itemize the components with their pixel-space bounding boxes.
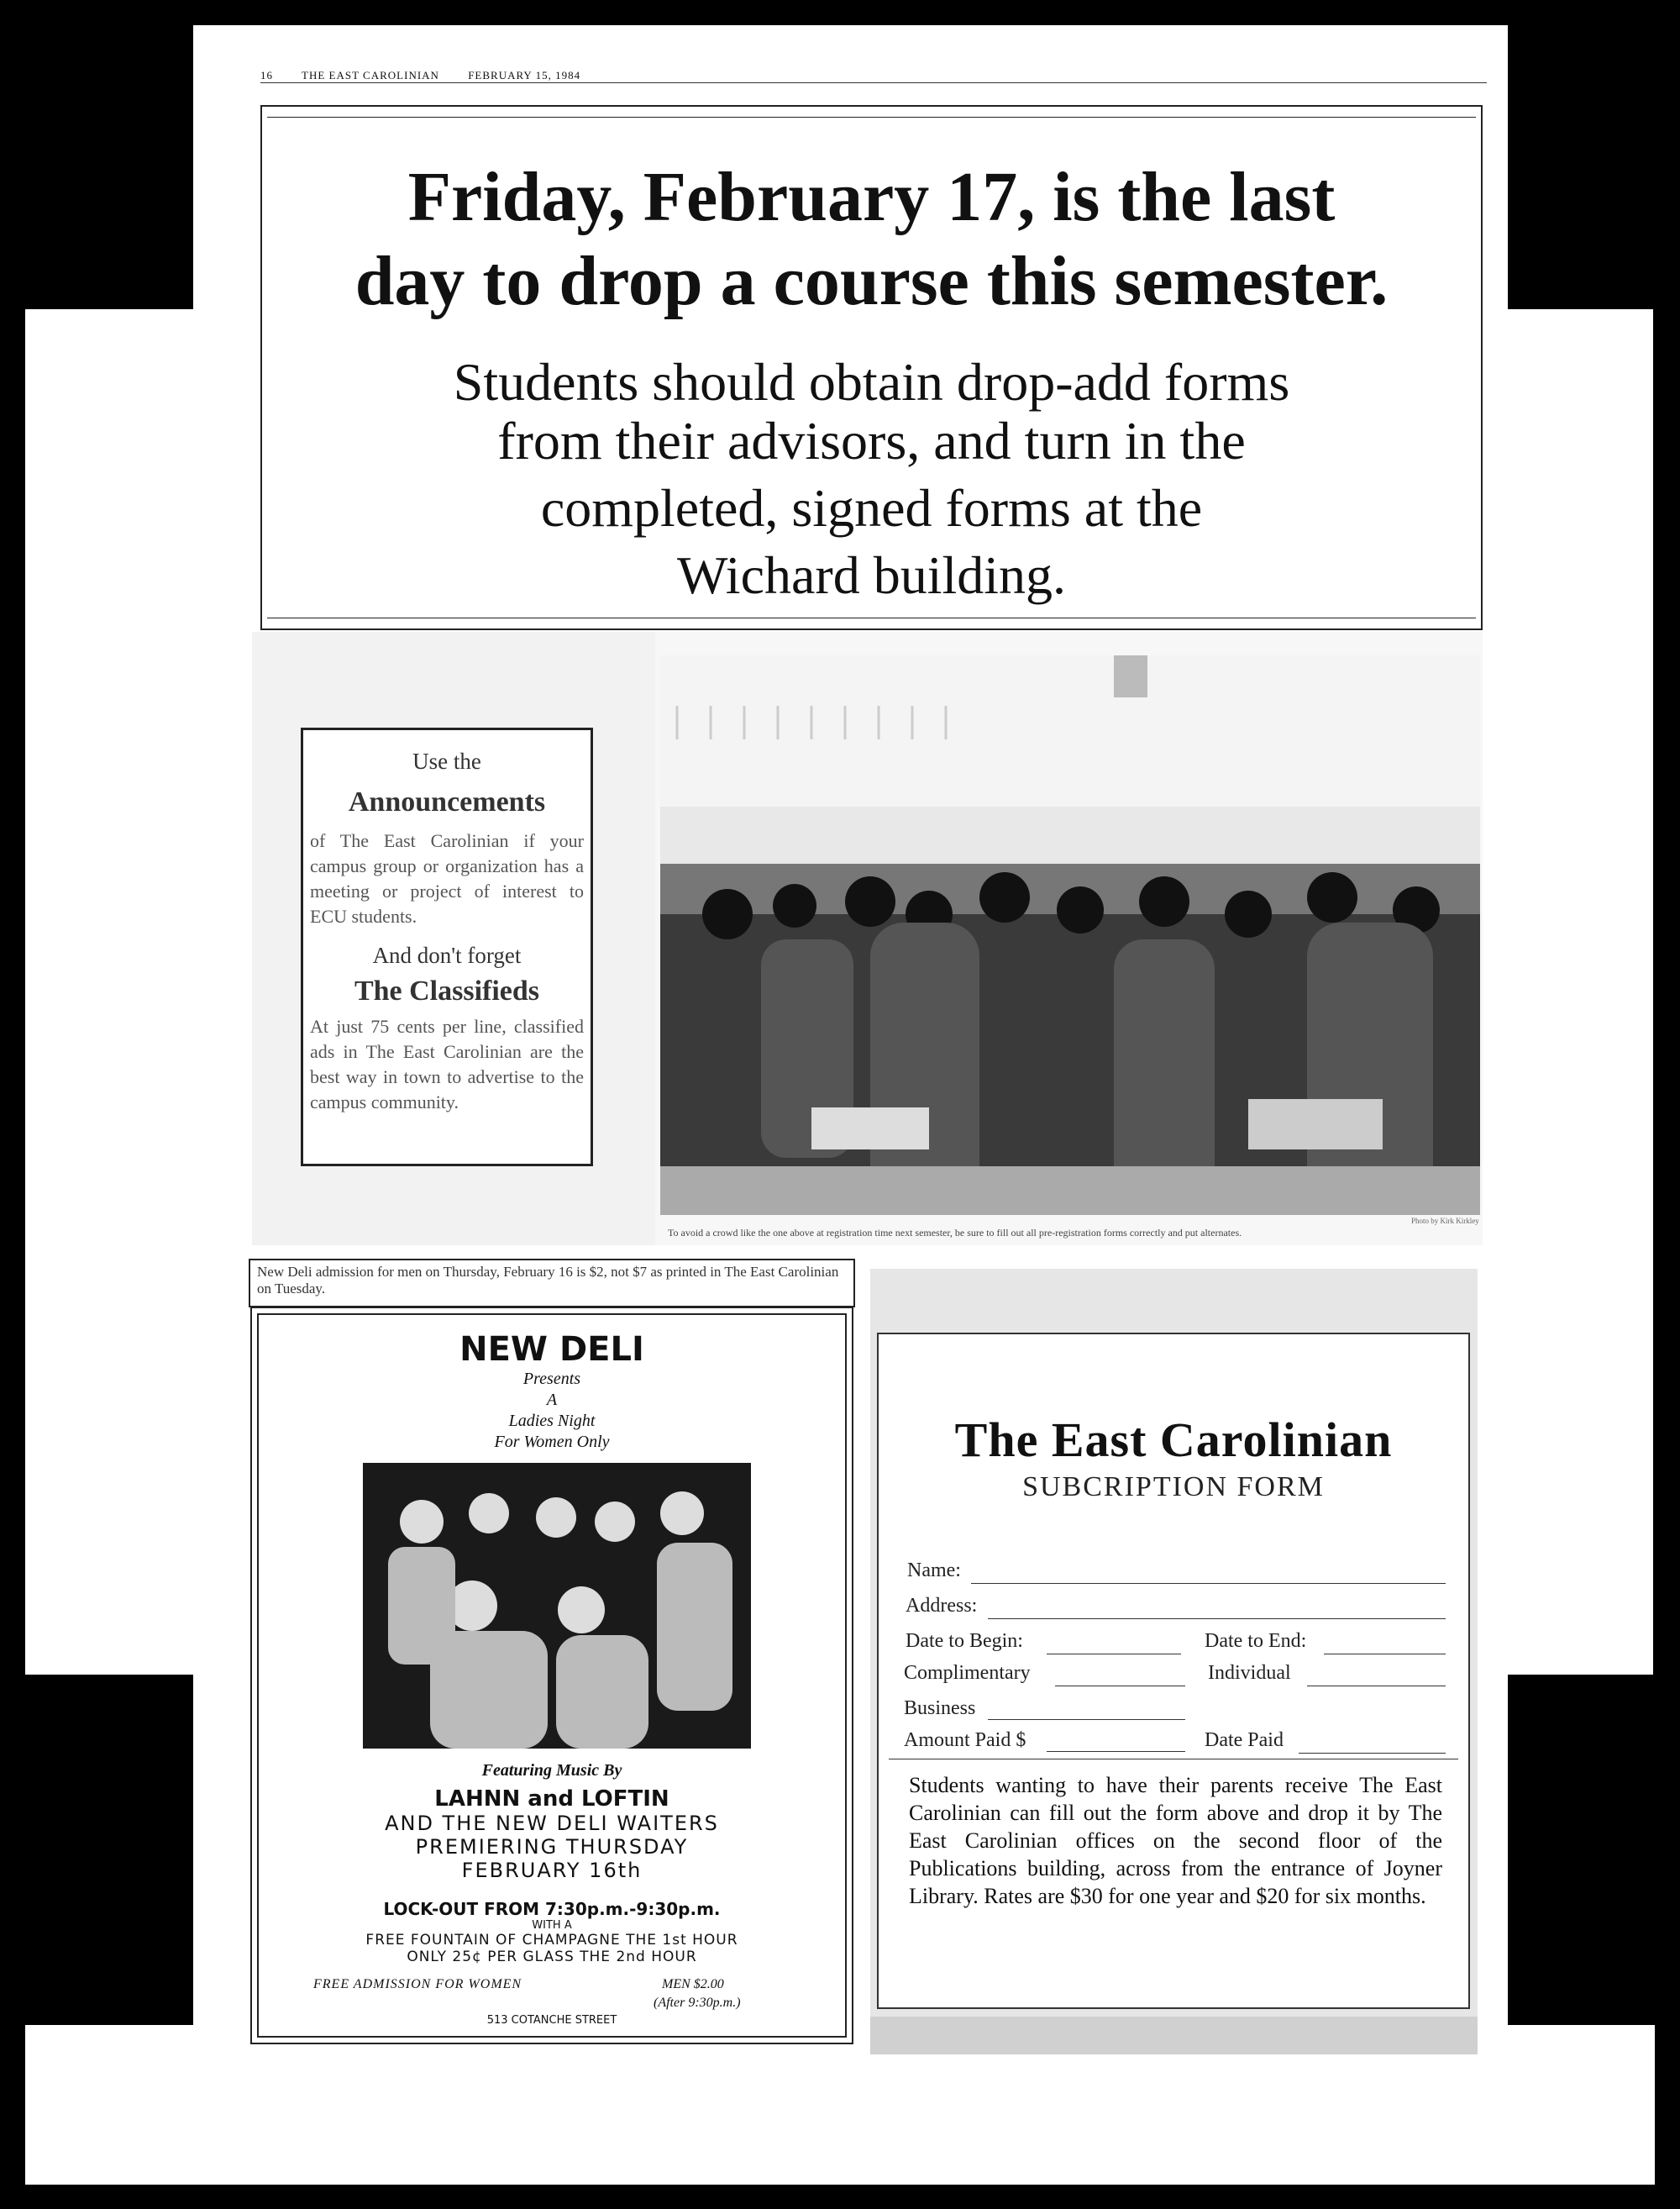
subtext-line-2: from their advisors, and turn in the (497, 411, 1246, 471)
individual-label: Individual (1208, 1662, 1291, 1684)
photo-caption: To avoid a crowd like the one above at registration time next semester, be sure to fill out all pre-registration forms correctly and put alternates. (668, 1227, 1242, 1239)
business-field[interactable] (988, 1719, 1185, 1720)
correction-notice: New Deli admission for men on Thursday, February 16 is $2, not $7 as printed in The East Carolinian on Tuesday. (249, 1259, 855, 1307)
deli-glass: ONLY 25¢ PER GLASS THE 2nd HOUR (407, 1949, 697, 1965)
photo-credit: Photo by Kirk Kirkley (1411, 1217, 1479, 1225)
page-number: 16 (260, 69, 273, 82)
begin-date-label: Date to Begin: (906, 1630, 1023, 1652)
subscription-form (877, 1333, 1470, 2009)
deli-men-price: MEN $2.00 (662, 1977, 724, 1991)
masthead-rule (260, 82, 1487, 83)
date-paid-field[interactable] (1299, 1753, 1446, 1754)
headline-line-1: Friday, February 17, is the last (407, 158, 1336, 236)
deli-after-time: (After 9:30p.m.) (654, 1996, 741, 2010)
deli-ladies-night: Ladies Night (508, 1412, 596, 1430)
scan-margin-left (25, 309, 202, 1675)
drop-deadline-notice (260, 105, 1483, 630)
address-field[interactable] (988, 1618, 1446, 1619)
gym-ceiling-graphic (660, 655, 1480, 864)
complimentary-label: Complimentary (904, 1662, 1031, 1684)
deli-women-only: For Women Only (494, 1433, 610, 1451)
address-label: Address: (906, 1595, 978, 1617)
deli-title: NEW DELI (459, 1330, 644, 1369)
deli-fountain: FREE FOUNTAIN OF CHAMPAGNE THE 1st HOUR (365, 1932, 738, 1949)
scan-margin-right (1495, 309, 1653, 1675)
subscription-bottom-shade (870, 2017, 1478, 2054)
announcements-ad (301, 728, 593, 1166)
form-title: SUBCRIPTION FORM (1022, 1471, 1325, 1502)
headline-line-2: day to drop a course this semester. (354, 242, 1389, 320)
deli-featuring: Featuring Music By (481, 1761, 622, 1780)
deli-lockout: LOCK-OUT FROM 7:30p.m.-9:30p.m. (383, 1899, 721, 1919)
masthead (260, 69, 606, 82)
date-paid-label: Date Paid (1205, 1729, 1284, 1751)
deli-a: A (546, 1391, 558, 1409)
deli-date: FEBRUARY 16th (461, 1859, 643, 1882)
subtext-line-4: Wichard building. (676, 545, 1067, 605)
name-field[interactable] (971, 1583, 1446, 1584)
paper-nameplate: The East Carolinian (954, 1412, 1393, 1467)
amount-paid-label: Amount Paid $ (904, 1729, 1026, 1751)
subscription-instructions: Students wanting to have their parents receive The East Carolinian can fill out the form above and drop it by The East Carolinian offices on the second floor of the Publications building, across from the entrance of Joyner Library. Rates are $30 for one year and $20 for six months. (909, 1773, 1442, 1908)
deli-free-women: FREE ADMISSION FOR WOMEN (313, 1977, 522, 1991)
announcements-intro: Use the (412, 749, 481, 774)
classifieds-reminder: And don't forget (372, 943, 522, 968)
deli-presents: Presents (522, 1370, 581, 1388)
crowd-graphic (660, 864, 1480, 1215)
business-label: Business (904, 1697, 976, 1719)
deli-waiters: AND THE NEW DELI WAITERS (385, 1812, 719, 1835)
photo-ceiling (660, 655, 1480, 864)
announcements-body: of The East Carolinian if your campus group or organization has a meeting or project of interest to ECU students. (310, 830, 584, 927)
name-label: Name: (907, 1559, 961, 1581)
classifieds-heading: The Classifieds (354, 976, 540, 1007)
end-date-label: Date to End: (1205, 1630, 1307, 1652)
subtext-line-1: Students should obtain drop-add forms (453, 352, 1290, 412)
new-deli-ad (250, 1307, 853, 2044)
subtext-line-3: completed, signed forms at the (540, 478, 1203, 538)
deli-band: LAHNN and LOFTIN (434, 1786, 669, 1812)
deli-with-a: WITH A (532, 1919, 572, 1932)
announcements-heading: Announcements (348, 786, 546, 818)
paper-name: THE EAST CAROLINIAN (302, 69, 439, 82)
registration-crowd-photo (660, 864, 1480, 1215)
waiters-graphic (363, 1463, 751, 1749)
issue-date: FEBRUARY 15, 1984 (468, 69, 581, 82)
amount-paid-field[interactable] (1047, 1751, 1185, 1752)
deli-premiering: PREMIERING THURSDAY (415, 1835, 689, 1859)
deli-waiters-photo (363, 1463, 751, 1749)
classifieds-body: At just 75 cents per line, classified ads in The East Carolinian are the best way in town to advertise to the campus community. (310, 1016, 584, 1112)
deli-address: 513 COTANCHE STREET (486, 2014, 617, 2027)
